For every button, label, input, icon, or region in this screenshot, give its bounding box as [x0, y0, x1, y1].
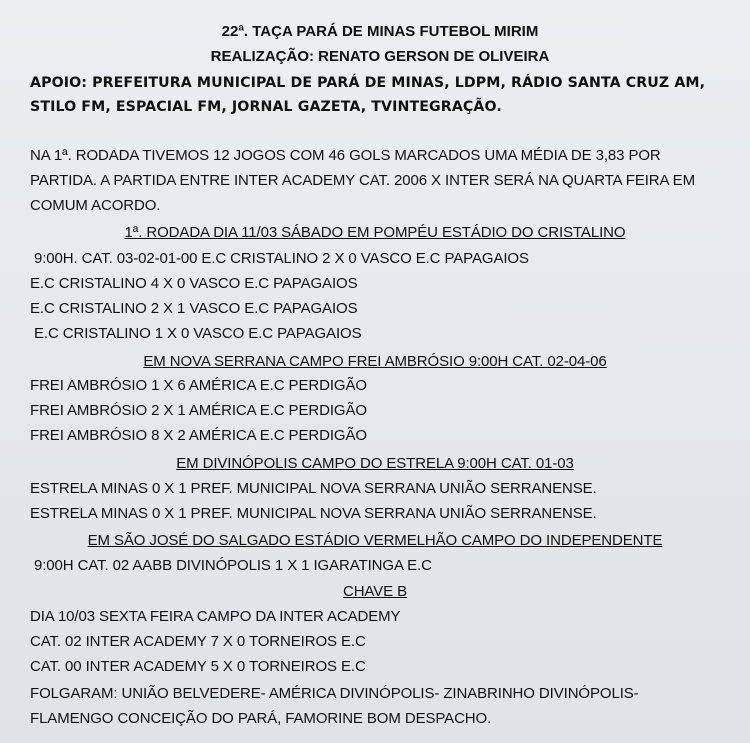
- bye-teams-line: FLAMENGO CONCEIÇÃO DO PARÁ, FAMORINE BOM DESPACHO.: [30, 710, 492, 727]
- section-heading: 1ª. RODADA DIA 11/03 SÁBADO EM POMPÉU ESTÁDIO DO CRISTALINO: [124, 224, 626, 241]
- match-result: FREI AMBRÓSIO 8 X 2 AMÉRICA E.C PERDIGÃO: [30, 427, 367, 444]
- match-result: ESTRELA MINAS 0 X 1 PREF. MUNICIPAL NOVA SERRANA UNIÃO SERRANENSE.: [30, 505, 597, 522]
- match-result: FREI AMBRÓSIO 1 X 6 AMÉRICA E.C PERDIGÃO: [30, 377, 367, 394]
- match-result: CAT. 02 INTER ACADEMY 7 X 0 TORNEIROS E.C: [30, 633, 366, 650]
- match-result: 9:00H CAT. 02 AABB DIVINÓPOLIS 1 X 1 IGARATINGA E.C: [34, 557, 432, 574]
- match-result: CAT. 00 INTER ACADEMY 5 X 0 TORNEIROS E.C: [30, 658, 366, 675]
- match-result: 9:00H. CAT. 03-02-01-00 E.C CRISTALINO 2 X 0 VASCO E.C PAPAGAIOS: [34, 250, 529, 267]
- support-paragraph: APOIO: PREFEITURA MUNICIPAL DE PARÁ DE MINAS, LDPM, RÁDIO SANTA CRUZ AM, STILO FM, ESPACIAL FM, JORNAL GAZETA, TVINTEGRAÇÃO.: [30, 75, 706, 115]
- summary-line: PARTIDA. A PARTIDA ENTRE INTER ACADEMY CAT. 2006 X INTER SERÁ NA QUARTA FEIRA EM: [30, 172, 695, 189]
- match-result: ESTRELA MINAS 0 X 1 PREF. MUNICIPAL NOVA SERRANA UNIÃO SERRANENSE.: [30, 480, 597, 497]
- match-result: E.C CRISTALINO 1 X 0 VASCO E.C PAPAGAIOS: [34, 325, 362, 342]
- summary-line: COMUM ACORDO.: [30, 197, 161, 214]
- group-heading: CHAVE B: [342, 583, 408, 600]
- section-heading: EM SÃO JOSÉ DO SALGADO ESTÁDIO VERMELHÃO CAMPO DO INDEPENDENTE: [87, 532, 663, 549]
- section-heading: EM NOVA SERRANA CAMPO FREI AMBRÓSIO 9:00H CAT. 02-04-06: [143, 353, 607, 370]
- document-title: 22ª. TAÇA PARÁ DE MINAS FUTEBOL MIRIM: [221, 23, 539, 40]
- bye-teams-line: FOLGARAM: UNIÃO BELVEDERE- AMÉRICA DIVINÓPOLIS- ZINABRINHO DIVINÓPOLIS-: [30, 685, 639, 702]
- organizer-line: REALIZAÇÃO: RENATO GERSON DE OLIVEIRA: [210, 48, 550, 65]
- schedule-line: DIA 10/03 SEXTA FEIRA CAMPO DA INTER ACADEMY: [30, 608, 401, 625]
- summary-line: NA 1ª. RODADA TIVEMOS 12 JOGOS COM 46 GOLS MARCADOS UMA MÉDIA DE 3,83 POR: [30, 147, 661, 164]
- section-heading: EM DIVINÓPOLIS CAMPO DO ESTRELA 9:00H CAT. 01-03: [176, 455, 574, 472]
- match-result: E.C CRISTALINO 2 X 1 VASCO E.C PAPAGAIOS: [30, 300, 358, 317]
- match-result: FREI AMBRÓSIO 2 X 1 AMÉRICA E.C PERDIGÃO: [30, 402, 367, 419]
- match-result: E.C CRISTALINO 4 X 0 VASCO E.C PAPAGAIOS: [30, 275, 358, 292]
